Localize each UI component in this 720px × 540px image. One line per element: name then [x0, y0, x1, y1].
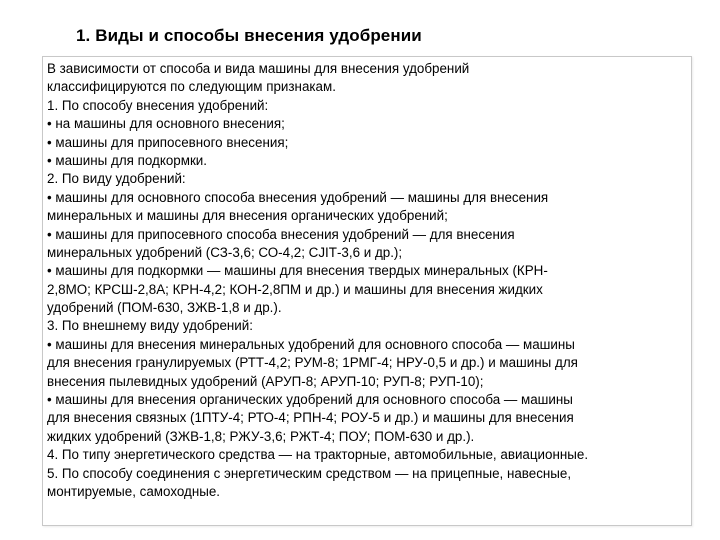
text-line: жидких удобрений (ЗЖВ-1,8; РЖУ-3,6; РЖТ-4; ПОУ; ПОМ-630 и др.). — [47, 428, 475, 444]
content-text — [47, 60, 687, 501]
text-line: • на машины для основного внесения; — [47, 116, 285, 132]
text-line: • машины для подкормки — машины для внесения твердых минеральных (КРН- — [47, 263, 548, 279]
text-line: минеральных удобрений (СЗ-3,6; СО-4,2; СЈIТ-3,6 и др.); — [47, 244, 403, 260]
text-line: 4. По типу энергетического средства — на тракторные, автомобильные, авиационные. — [47, 447, 589, 463]
text-line: 3. По внешнему виду удобрений: — [47, 318, 253, 334]
text-line: В зависимости от способа и вида машины для внесения удобрений — [47, 61, 470, 76]
text-line: • машины для основного способа внесения удобрений — машины для внесения — [47, 189, 549, 205]
text-line: 2. По виду удобрений: — [47, 171, 186, 187]
text-line: 2,8МО; КРСШ-2,8А; КРН-4,2; КОН-2,8ПМ и др.) и машины для внесения жидких — [47, 281, 543, 297]
text-line: • машины для внесения минеральных удобрений для основного способа — машины — [47, 336, 575, 352]
text-line: • машины для припосевного внесения; — [47, 134, 289, 150]
text-line: • машины для внесения органических удобрений для основного способа — машины — [47, 392, 573, 408]
text-line: внесения пылевидных удобрений (АРУП-8; АРУП-10; РУП-8; РУП-10); — [47, 373, 484, 389]
text-line: • машины для припосевного способа внесения удобрений — для внесения — [47, 226, 515, 242]
text-line: для внесения связных (1ПТУ-4; РТО-4; РПН-4; РОУ-5 и др.) и машины для внесения — [47, 410, 574, 426]
slide-title: 1. Виды и способы внесения удобрении — [76, 26, 422, 45]
text-line: монтируемые, самоходные. — [47, 483, 221, 499]
text-line: • машины для подкормки. — [47, 152, 208, 168]
text-line: 1. По способу внесения удобрений: — [47, 97, 269, 113]
text-line: минеральных и машины для внесения органических удобрений; — [47, 208, 448, 224]
text-line: удобрений (ПОМ-630, ЗЖВ-1,8 и др.). — [47, 300, 282, 316]
text-line: для внесения гранулируемых (РТТ-4,2; РУМ-8; 1РМГ-4; НРУ-0,5 и др.) и машины для — [47, 355, 578, 371]
text-line: 5. По способу соединения с энергетическим средством — на прицепные, навесные, — [47, 465, 572, 481]
text-line: классифицируются по следующим признакам. — [47, 79, 336, 95]
